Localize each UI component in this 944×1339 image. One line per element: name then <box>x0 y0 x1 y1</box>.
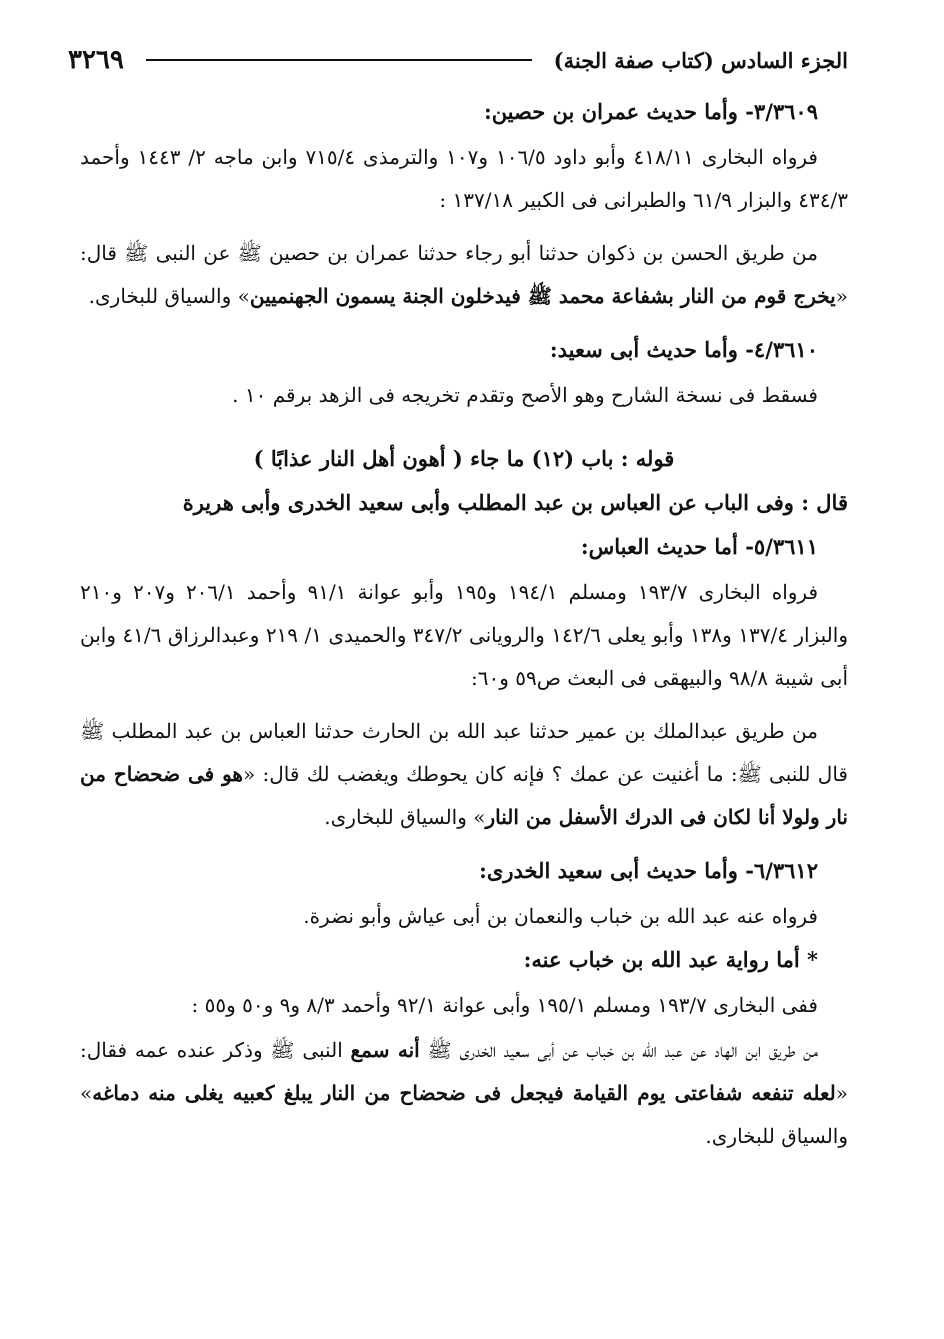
hadith-text <box>80 710 848 839</box>
page-header <box>68 40 848 80</box>
takhrij-sources: فرواه البخارى ٤١٨/١١ وأبو داود ١٠٦/٥ و١٠٧ والترمذى ٧١٥/٤ وابن ماجه ٢/ ١٤٤٣ وأحمد ٤٣٤/٣ والبزار ٦١/٩ والطبرانى فى الكبير ١٣٧/١٨ : <box>80 145 848 212</box>
matn: يخرج قوم من النار بشفاعة محمد ﷺ فيدخلون الجنة يسمون الجهنميين <box>249 284 836 308</box>
hadith-heading-3610: ٤/٣٦١٠- وأما حديث أبى سعيد: <box>549 337 818 362</box>
running-title: الجزء السادس (كتاب صفة الجنة) <box>553 47 848 73</box>
takhrij-sources: ففى البخارى ١٩٣/٧ ومسلم ١٩٥/١ وأبى عوانة ٩٢/١ وأحمد ٨/٣ و٩ و٥٠ و٥٥ : <box>191 993 818 1017</box>
isnad: من طريق عبدالملك بن عمير حدثنا عبد الله بن الحارث حدثنا العباس بن عبد المطلب ﷺ قال للنبى ﷺ: ما أغنيت عن عمك ؟ فإنه كان يحوطك ويغضب لك قال: « <box>80 719 848 786</box>
narrators-list: فرواه عنه عبد الله بن خباب والنعمان بن أبى عياش وأبو نضرة. <box>303 904 818 928</box>
isnad-bold: أنه سمع <box>350 1038 420 1062</box>
sub-heading: * أما رواية عبد الله بن خباب عنه: <box>523 947 818 972</box>
hadith-heading-3612: ٦/٣٦١٢- وأما حديث أبى سعيد الخدرى: <box>479 858 818 883</box>
matn: لعله تنفعه شفاعتى يوم القيامة فيجعل فى ضحضاح من النار يبلغ كعبيه يغلى منه دماغه <box>92 1081 836 1105</box>
hadith-text <box>80 1029 848 1158</box>
hadith-heading-3609: ٣/٣٦٠٩- وأما حديث عمران بن حصين: <box>483 99 818 124</box>
note-text: فسقط فى نسخة الشارح وهو الأصح وتقدم تخريجه فى الزهد برقم ١٠ . <box>232 383 818 407</box>
chapter-heading: قوله : باب (١٢) ما جاء ( أهون أهل النار عذابًا ) <box>253 446 675 471</box>
isnad: من طريق الحسن بن ذكوان حدثنا أبو رجاء حدثنا عمران بن حصين ﷺ عن النبى ﷺ قال: « <box>80 241 848 308</box>
isnad: من طريق ابن الهاد عن عبد الله بن خباب عن أبى سعيد الخدرى ﷺ <box>419 1038 818 1062</box>
isnad-end: » والسياق للبخارى. <box>80 1081 848 1148</box>
isnad-end: » والسياق للبخارى. <box>324 805 486 829</box>
matn: هو فى ضحضاح من نار ولولا أنا لكان فى الدرك الأسفل من النار <box>80 762 848 829</box>
isnad-mid: النبى ﷺ وذكر عنده عمه فقال: « <box>80 1038 848 1105</box>
page-body <box>80 90 848 1168</box>
chapter-note: قال : وفى الباب عن العباس بن عبد المطلب وأبى سعيد الخدرى وأبى هريرة <box>182 490 848 515</box>
hadith-text <box>80 232 848 318</box>
takhrij-sources: فرواه البخارى ١٩٣/٧ ومسلم ١٩٤/١ و١٩٥ وأبو عوانة ٩١/١ وأحمد ٢٠٦/١ و٢٠٧ و٢١٠ والبزار ١٣٧/٤ و١٣٨ وأبو يعلى ١٤٢/٦ والرويانى ٣٤٧/٢ والحميدى ١/ ٢١٩ وعبدالرزاق ٤١/٦ وابن أبى شيبة ٩٨/٨ والبيهقى فى البعث ص٥٩ و٦٠: <box>80 580 848 690</box>
isnad-end: » والسياق للبخارى. <box>88 284 250 308</box>
hadith-heading-3611: ٥/٣٦١١- أما حديث العباس: <box>580 534 818 559</box>
header-rule <box>146 59 532 61</box>
page-number: ٣٢٦٩ <box>68 45 124 75</box>
